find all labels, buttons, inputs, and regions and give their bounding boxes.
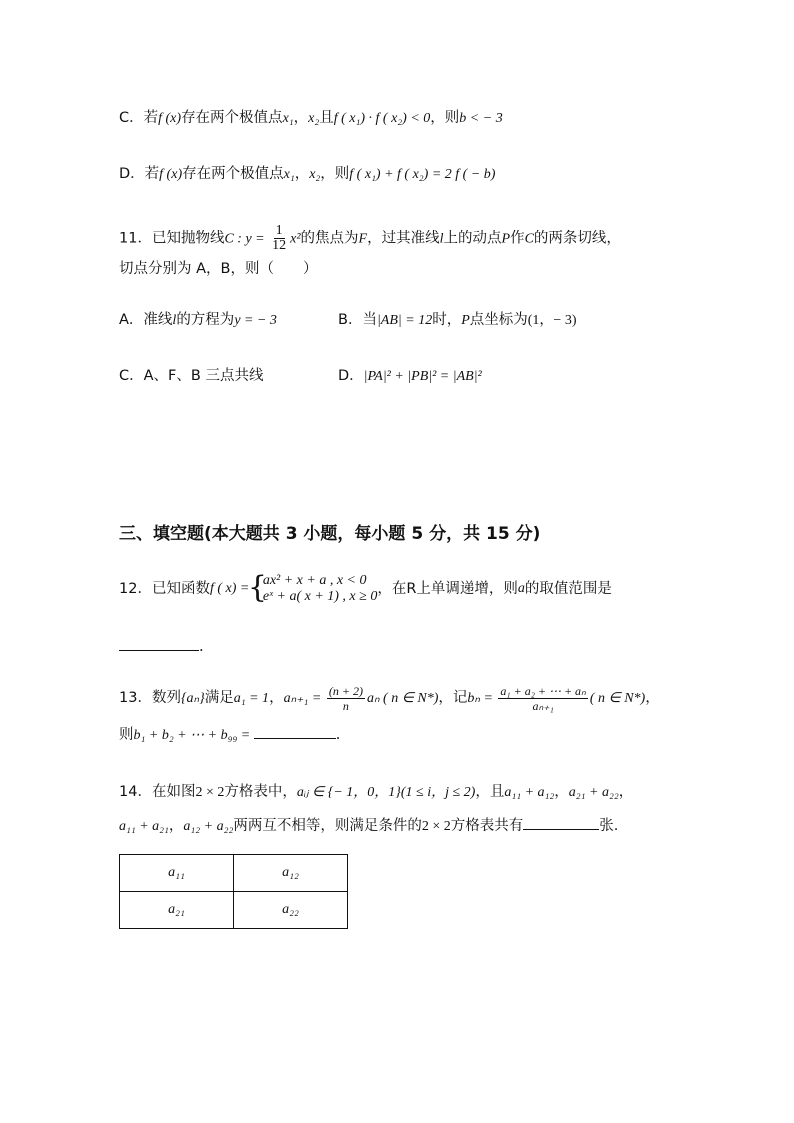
option-label: C．若 — [119, 110, 159, 126]
text: 时， — [432, 312, 462, 328]
text: 上的动点 — [443, 230, 502, 247]
text: 点坐标为 — [469, 312, 528, 328]
math-condition: f ( x₁) · f ( x₂) < 0 — [333, 111, 431, 126]
fraction — [327, 684, 365, 713]
q14-stem — [119, 782, 633, 803]
question-number: 12．已知函数 — [119, 581, 210, 597]
fraction — [498, 684, 587, 713]
text: 的焦点为 — [300, 230, 359, 247]
q12-answer-line — [119, 636, 204, 657]
text: . — [335, 727, 341, 743]
text: 的方程为 — [176, 312, 235, 328]
math-P: P — [501, 231, 511, 247]
fraction-numerator: (n + 2) — [328, 683, 363, 698]
math-f: f (x) — [158, 111, 182, 126]
q11-stem-line2: 切点分别为 A，B，则（ ） — [119, 261, 318, 277]
question-number: 13．数列 — [119, 690, 181, 706]
math-sum-4: a₁₂ + a₂₂ — [183, 819, 234, 834]
text: ， — [168, 818, 184, 834]
fraction-numerator: 1 — [275, 223, 283, 238]
text: ，则 — [320, 166, 350, 182]
text: A、F、B 三点共线 — [143, 368, 264, 384]
math-x1: x₁ — [282, 111, 294, 126]
q14-line2 — [119, 815, 618, 837]
answer-blank[interactable] — [119, 636, 199, 651]
section-heading: 三、填空题(本大题共 3 小题，每小题 5 分，共 15 分) — [119, 524, 541, 544]
matrix-table — [119, 854, 348, 929]
text: ， — [618, 784, 634, 800]
text: ， — [645, 690, 660, 706]
text: 的两条切线， — [533, 230, 621, 247]
text: ， — [294, 166, 310, 182]
q10-option-c — [119, 108, 503, 129]
math-abs: |AB| = 12 — [376, 313, 433, 328]
piecewise-case-2: eˣ + a( x + 1) , x ≥ 0 — [262, 589, 378, 604]
fraction-denominator: n — [342, 698, 349, 713]
option-label: B．当 — [338, 312, 377, 328]
text: 存在两个极值点 — [181, 110, 283, 126]
math-bn: bₙ = — [467, 691, 497, 706]
math-sequence: {aₙ} — [180, 691, 205, 706]
math-sum-3: a₁₁ + a₂₁ — [119, 819, 169, 834]
text: 则 — [119, 727, 134, 743]
text: ， — [293, 110, 309, 126]
math-l: l — [439, 231, 444, 247]
math-size: 2 × 2 — [195, 785, 225, 800]
fraction-denominator: aₙ₊₁ — [532, 698, 554, 713]
table-cell: a₁₂ — [234, 855, 348, 892]
option-label: C． — [119, 368, 144, 384]
math-F: F — [358, 231, 368, 247]
text: 且 — [319, 110, 334, 126]
text: ，且 — [475, 784, 505, 800]
text: 作 — [510, 230, 525, 247]
q11-option-d — [338, 366, 482, 387]
fraction-denominator: 12 — [272, 238, 287, 253]
math-x1: x₁ — [283, 167, 295, 182]
text: 存在两个极值点 — [182, 166, 284, 182]
math-f: f (x) — [159, 167, 183, 182]
text: 张. — [599, 818, 619, 834]
math-sum-2: a₂₁ + a₂₂ — [568, 785, 619, 800]
math-P: P — [461, 313, 470, 328]
q11-options-ab — [119, 310, 719, 331]
text: ，则 — [430, 110, 460, 126]
table-row — [120, 892, 348, 929]
text: 方格表共有 — [450, 818, 524, 834]
answer-blank[interactable] — [523, 815, 599, 830]
piecewise-case-1: ax² + x + a , x < 0 — [262, 573, 367, 588]
math-recurrence: aₙ₊₁ = — [283, 691, 325, 706]
text: ， — [554, 784, 569, 800]
math-x2: x₂ — [308, 111, 320, 126]
text: . — [199, 639, 204, 655]
math-l: l — [172, 313, 177, 328]
math-C: C — [524, 231, 534, 247]
question-number: 11．已知抛物线 — [119, 230, 225, 247]
math-sum: b₁ + b₂ + ⋯ + b₉₉ = — [133, 728, 254, 743]
text: 的取值范围是 — [524, 581, 612, 597]
math-size: 2 × 2 — [421, 819, 451, 834]
math-condition: ( n ∈ N*) — [589, 691, 646, 706]
text: ，记 — [438, 690, 468, 706]
option-label: D． — [338, 368, 364, 384]
math-result: f ( x₁) + f ( x₂) = 2 f ( − b) — [349, 167, 496, 182]
q11-option-a — [119, 312, 277, 328]
math-point: (1，− 3) — [527, 313, 577, 328]
math-x2: x² — [290, 231, 301, 247]
option-label: D．若 — [119, 166, 160, 182]
math-a1: a₁ = 1 — [233, 691, 270, 706]
math-aij: aᵢⱼ ∈ {− 1，0，1}(1 ≤ i，j ≤ 2) — [296, 785, 476, 800]
piecewise: { ax² + x + a , x < 0 eˣ + a( x + 1) , x ≥ 0 — [247, 570, 378, 605]
math-condition: aₙ ( n ∈ N*) — [366, 691, 439, 706]
q11-options-cd — [119, 366, 719, 386]
answer-blank[interactable] — [254, 724, 336, 739]
q13-stem — [119, 680, 660, 716]
table-cell: a₂₂ — [234, 892, 348, 929]
fraction — [270, 224, 288, 253]
math-x2: x₂ — [309, 167, 321, 182]
math-equation: y = − 3 — [234, 313, 277, 328]
q11-stem — [119, 224, 621, 254]
math-result: b < − 3 — [459, 111, 503, 126]
math-a: a — [517, 581, 525, 596]
text: ，在R上单调递增，则 — [377, 581, 518, 597]
table-cell: a₂₁ — [120, 892, 234, 929]
q10-option-d — [119, 164, 495, 185]
question-number: 14．在如图 — [119, 784, 196, 800]
table-row — [120, 855, 348, 892]
text: ， — [269, 690, 284, 706]
table-cell: a₁₁ — [120, 855, 234, 892]
text: 满足 — [204, 690, 234, 706]
math-parabola: C : y = — [224, 231, 269, 247]
text: ，过其准线 — [367, 230, 440, 247]
math-equation: |PA|² + |PB|² = |AB|² — [363, 369, 482, 384]
q11-option-c — [119, 368, 263, 384]
q13-line2 — [119, 724, 340, 746]
q11-option-b — [338, 310, 577, 331]
option-label: A．准线 — [119, 312, 173, 328]
math-sum-1: a₁₁ + a₁₂ — [504, 785, 555, 800]
math-f: f ( x) = — [209, 581, 253, 596]
text: 两两互不相等，则满足条件的 — [233, 818, 422, 834]
text: 方格表中， — [224, 784, 297, 800]
fraction-numerator: a₁ + a₂ + ⋯ + aₙ — [500, 683, 586, 698]
q12-stem — [119, 572, 612, 606]
